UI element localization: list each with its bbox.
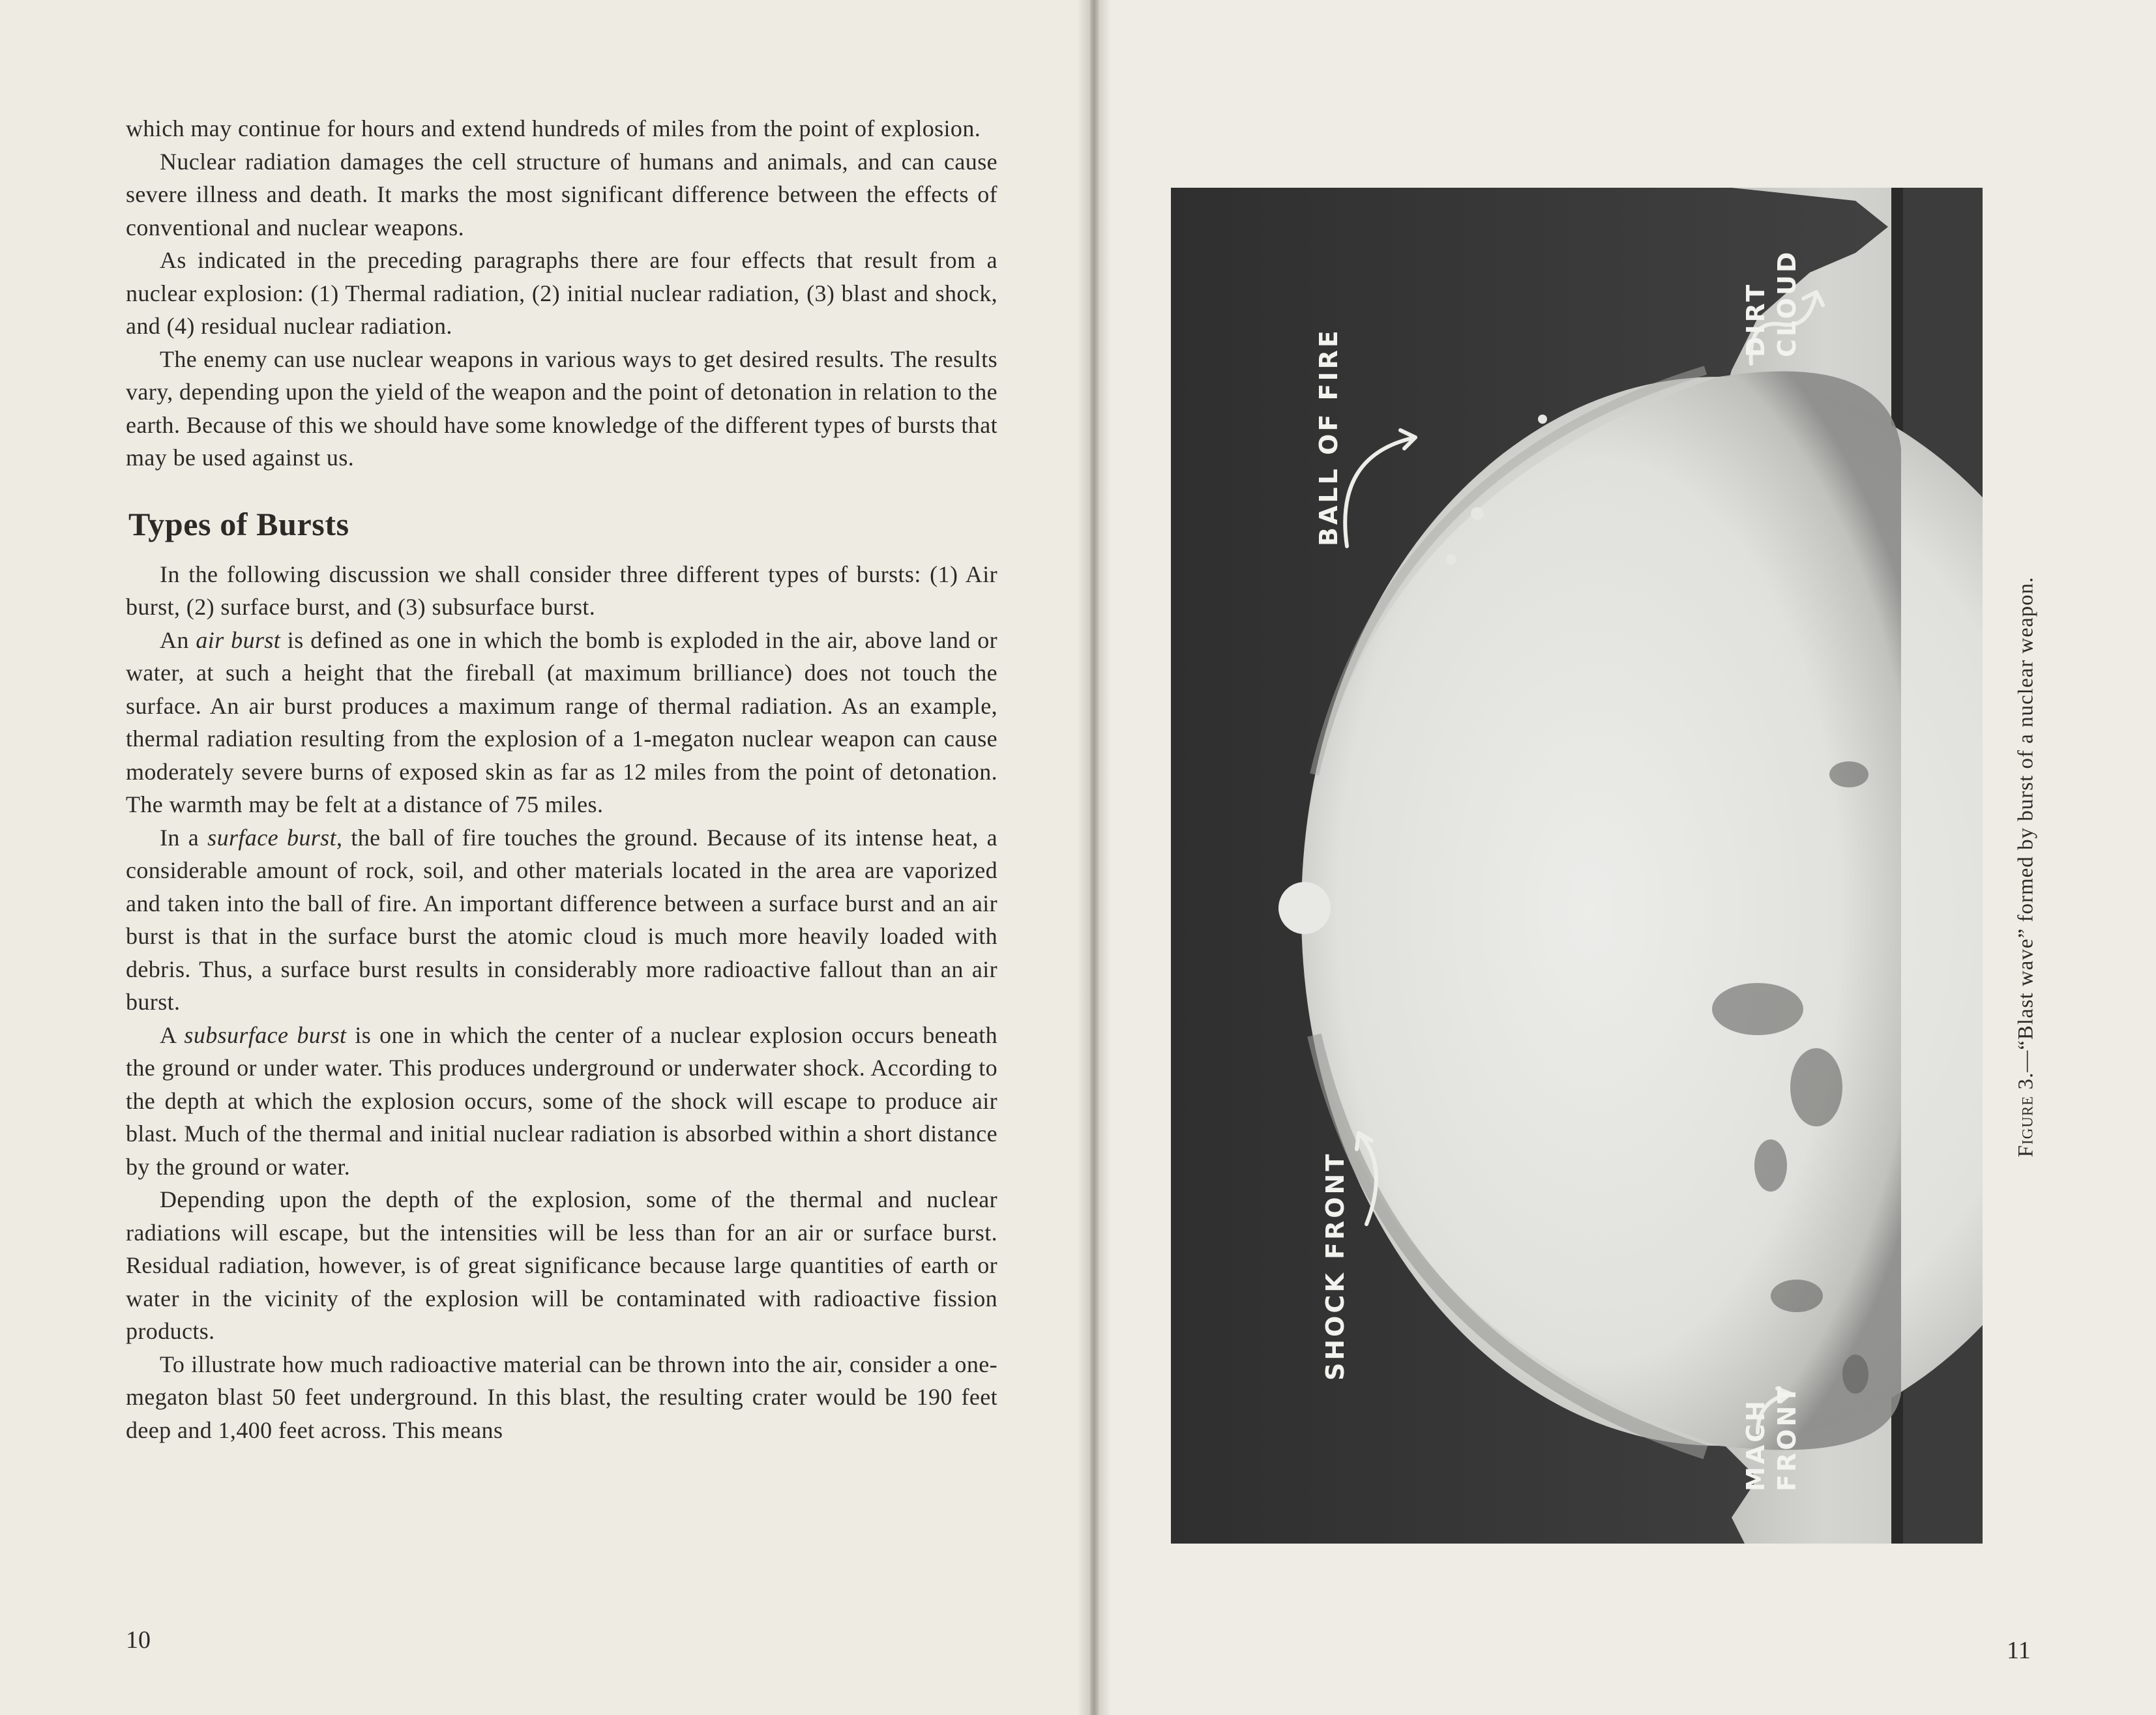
paragraph-air-burst (126, 624, 997, 821)
book-gutter (1077, 0, 1111, 1715)
paragraph: Depending upon the depth of the explosion, some of the thermal and nuclear radiations will escape, but the intensities will be less than for an air or surface burst. Residual radiation, however, is of great significance because large quantities of earth or water in the vicinity of the explosion will be contaminated with radioactive fission products. (126, 1186, 997, 1344)
caption-prefix: Figure 3. (2014, 1072, 2038, 1158)
page-number: 10 (126, 1626, 151, 1654)
paragraph-subsurface-burst (126, 1019, 997, 1184)
paragraph: Nuclear radiation damages the cell structure of humans and animals, and can cause severe illness and death. It marks the most significant difference between the effects of conventional and nuclear weapons. (126, 148, 997, 241)
text-run: An (160, 626, 196, 653)
paragraph: To illustrate how much radioactive material can be thrown into the air, consider a one-megaton blast 50 feet underground. In this blast, the resulting crater would be 190 feet deep and 1,400 feet across. This means (126, 1351, 997, 1443)
label-front: FRONT (1773, 1383, 1801, 1491)
section-heading: Types of Bursts (128, 505, 349, 542)
figure-caption (2007, 535, 2046, 1199)
italic-term: surface burst (207, 824, 336, 851)
label-dirt: DIRT (1741, 282, 1770, 357)
label-mach: MACH (1741, 1398, 1770, 1491)
text-run: A (160, 1021, 185, 1048)
page-number: 11 (2007, 1637, 2031, 1664)
text-run: In a (160, 824, 208, 851)
italic-term: subsurface burst (184, 1021, 347, 1048)
paragraph: The enemy can use nuclear weapons in various ways to get desired results. The results vary, depending upon the yield of the weapon and the point of detonation in relation to the earth. Because of this we should have some knowledge of the different types of bursts that may be used against us. (126, 345, 997, 471)
label-ball-of-fire: BALL OF FIRE (1314, 328, 1343, 546)
blast-wave-photo (1171, 188, 1983, 1544)
paragraph: In the following discussion we shall consider three different types of bursts: (1) Air burst, (2) surface burst, and (3) subsurface burst. (126, 561, 997, 620)
paragraph: which may continue for hours and extend hundreds of miles from the point of explosion. (126, 115, 981, 141)
caption-text (2015, 577, 2039, 1158)
italic-term: air burst (196, 626, 281, 653)
paragraph-surface-burst (126, 821, 997, 1019)
label-cloud: CLOUD (1773, 249, 1801, 357)
text-run: , the ball of fire touches the ground. Because of its intense heat, a considerable amount of rock, soil, and other materials located in the area are vaporized and taken into the ball of fire. An important difference between a surface burst and an air burst is that in the surface burst the atomic cloud is much more heavily loaded with debris. Thus, a surface burst results in considerably more radioactive fallout than an air burst. (126, 824, 998, 1015)
body-text-column (126, 112, 997, 1446)
photo-illustration (1171, 188, 1983, 1544)
text-run: is one in which the center of a nuclear explosion occurs beneath the ground or under water. This produces underground or underwater shock. According to the depth at which the explosion occurs, some of the shock will escape to produce air blast. Much of the thermal and initial nuclear radiation is absorbed within a short distance by the ground or water. (126, 1021, 998, 1180)
text-run: is defined as one in which the bomb is exploded in the air, above land or water, at such a height that the fireball (at maximum brilliance) does not touch the surface. An air burst produces a maximum range of thermal radiation. As an example, thermal radiation resulting from the explosion of a 1-megaton nuclear weapon can cause moderately severe burns of exposed skin as far as 12 miles from the point of detonation. The warmth may be felt at a distance of 75 miles. (126, 626, 998, 817)
caption-body: —“Blast wave” formed by burst of a nuclear weapon. (2014, 576, 2038, 1072)
paragraph: As indicated in the preceding paragraphs there are four effects that result from a nuclear explosion: (1) Thermal radiation, (2) initial nuclear radiation, (3) blast and shock, and (4) residual nuclear radiation. (126, 247, 997, 339)
label-shock-front: SHOCK FRONT (1321, 1151, 1350, 1381)
